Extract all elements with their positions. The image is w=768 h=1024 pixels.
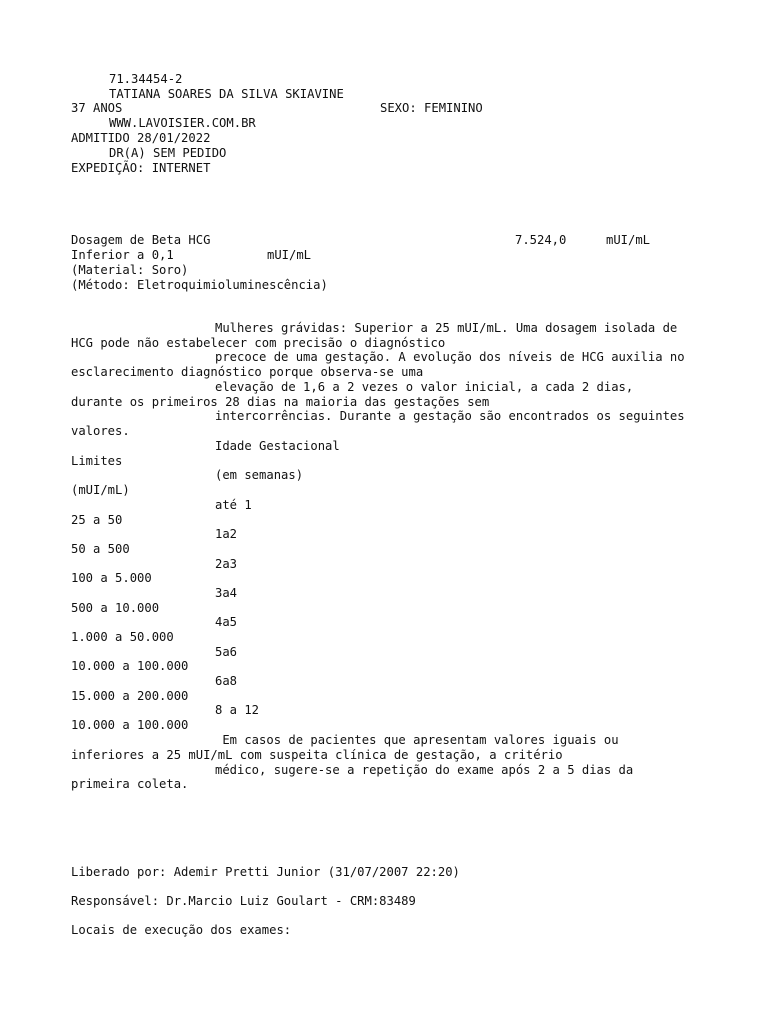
note-line: esclarecimento diagnóstico porque observa-se uma: [71, 365, 424, 379]
exam-locations-label: Locais de execução dos exames:: [71, 923, 292, 937]
table-header-limits: Limites: [71, 454, 123, 468]
patient-code: 71.34454-2: [109, 72, 183, 86]
released-by: Liberado por: Ademir Pretti Junior (31/07/2007 22:20): [71, 865, 460, 879]
patient-sex: SEXO: FEMININO: [380, 101, 483, 115]
table-row-limits: 500 a 10.000: [71, 601, 160, 615]
exam-name: Dosagem de Beta HCG: [71, 233, 211, 247]
exam-result-value: 7.524,0: [515, 233, 567, 247]
table-row-limits: 10.000 a 100.000: [71, 659, 189, 673]
note-line: intercorrências. Durante a gestação são encontrados os seguintes: [215, 409, 685, 423]
table-row-limits: 15.000 a 200.000: [71, 689, 189, 703]
closing-note-line: primeira coleta.: [71, 777, 189, 791]
closing-note-line: inferiores a 25 mUI/mL com suspeita clínica de gestação, a critério: [71, 748, 563, 762]
responsible-doctor: Responsável: Dr.Marcio Luiz Goulart - CRM:83489: [71, 894, 416, 908]
table-row-limits: 50 a 500: [71, 542, 130, 556]
note-line: valores.: [71, 424, 130, 438]
lab-website: WWW.LAVOISIER.COM.BR: [109, 116, 256, 130]
table-row-weeks: 8 a 12: [215, 703, 260, 717]
table-row-limits: 100 a 5.000: [71, 571, 152, 585]
table-row-limits: 1.000 a 50.000: [71, 630, 174, 644]
reference-label: Inferior a 0,1: [71, 248, 174, 262]
closing-note-line: médico, sugere-se a repetição do exame após 2 a 5 dias da: [215, 763, 634, 777]
exam-material: (Material: Soro): [71, 263, 189, 277]
table-header-weeks: Idade Gestacional: [215, 439, 340, 453]
table-unit-weeks: (em semanas): [215, 468, 304, 482]
admission-date: ADMITIDO 28/01/2022: [71, 131, 211, 145]
table-row-limits: 25 a 50: [71, 513, 123, 527]
note-line: elevação de 1,6 a 2 vezes o valor inicial, a cada 2 dias,: [215, 380, 634, 394]
table-row-weeks: 4a5: [215, 615, 238, 629]
exam-method: (Método: Eletroquimioluminescência): [71, 278, 328, 292]
table-row-weeks: até 1: [215, 498, 252, 512]
table-row-limits: 10.000 a 100.000: [71, 718, 189, 732]
patient-age: 37 ANOS: [71, 101, 123, 115]
patient-name: TATIANA SOARES DA SILVA SKIAVINE: [109, 87, 344, 101]
note-line: durante os primeiros 28 dias na maioria das gestações sem: [71, 395, 490, 409]
dispatch-channel: EXPEDIÇÃO: INTERNET: [71, 161, 211, 175]
table-row-weeks: 5a6: [215, 645, 238, 659]
table-unit-limits: (mUI/mL): [71, 483, 130, 497]
table-row-weeks: 3a4: [215, 586, 238, 600]
table-row-weeks: 1a2: [215, 527, 238, 541]
reference-unit: mUI/mL: [267, 248, 312, 262]
requesting-doctor: DR(A) SEM PEDIDO: [109, 146, 227, 160]
note-line: HCG pode não estabelecer com precisão o diagnóstico: [71, 336, 446, 350]
table-row-weeks: 2a3: [215, 557, 238, 571]
note-line: Mulheres grávidas: Superior a 25 mUI/mL. Uma dosagem isolada de: [215, 321, 678, 335]
exam-result-unit: mUI/mL: [606, 233, 651, 247]
closing-note-line: Em casos de pacientes que apresentam valores iguais ou: [215, 733, 619, 747]
table-row-weeks: 6a8: [215, 674, 238, 688]
note-line: precoce de uma gestação. A evolução dos níveis de HCG auxilia no: [215, 350, 685, 364]
